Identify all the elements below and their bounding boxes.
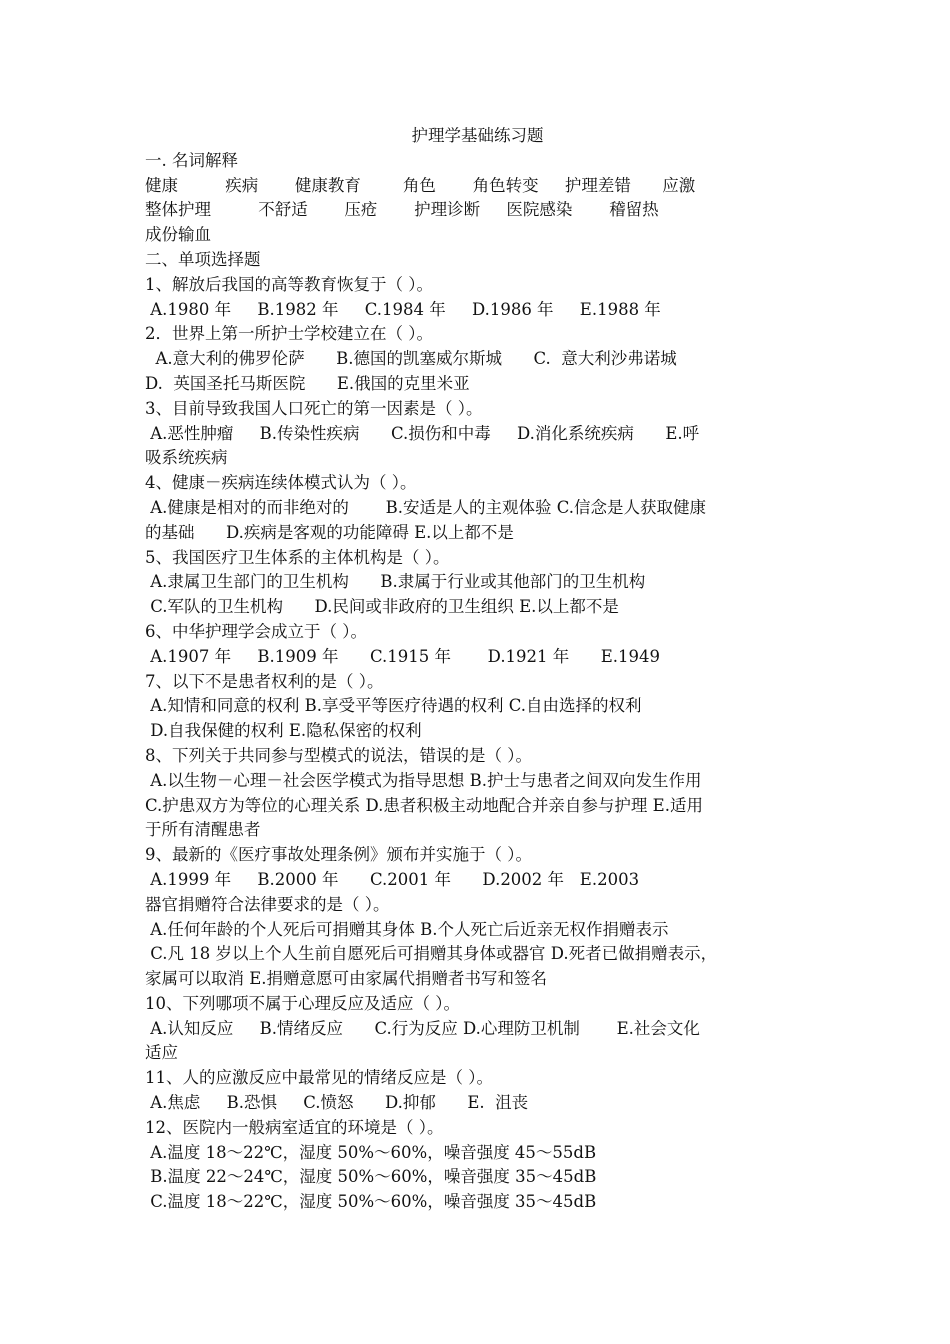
text-line: 4、健康－疾病连续体模式认为（ ）。 xyxy=(145,473,417,493)
text-line: 10、下列哪项不属于心理反应及适应（ ）。 xyxy=(145,993,460,1013)
text-line: C.温度 18～22℃，湿度 50%～60%，噪音强度 35～45dB xyxy=(145,1192,597,1212)
text-line: A.意大利的佛罗伦萨 B.德国的凯塞威尔斯城 C. 意大利沙弗诺城 xyxy=(145,349,677,369)
text-line: 适应 xyxy=(145,1043,178,1063)
text-line: 11、人的应激反应中最常见的情绪反应是（ ）。 xyxy=(145,1068,493,1088)
text-line: 3、目前导致我国人口死亡的第一因素是（ ）。 xyxy=(145,398,483,418)
text-line: 12、医院内一般病室适宜的环境是（ ）。 xyxy=(145,1117,444,1137)
text-line: 8、下列关于共同参与型模式的说法，错误的是（ ）。 xyxy=(145,745,532,765)
text-line: 2．世界上第一所护士学校建立在（ ）。 xyxy=(145,324,433,344)
document-page xyxy=(145,124,810,1215)
text-line: 吸系统疾病 xyxy=(145,448,228,468)
text-line: A.任何年龄的个人死后可捐赠其身体 B.个人死亡后近亲无权作捐赠表示 xyxy=(145,919,669,939)
text-line: 家属可以取消 E.捐赠意愿可由家属代捐赠者书写和签名 xyxy=(145,969,548,989)
text-line: C.军队的卫生机构 D.民间或非政府的卫生组织 E.以上都不是 xyxy=(145,597,619,617)
text-line: A.1980 年 B.1982 年 C.1984 年 D.1986 年 E.1988 年 xyxy=(145,299,661,319)
text-line: C.护患双方为等位的心理关系 D.患者积极主动地配合并亲自参与护理 E.适用 xyxy=(145,795,703,815)
text-line: A.以生物－心理－社会医学模式为指导思想 B.护士与患者之间双向发生作用 xyxy=(145,770,702,790)
text-line: A.知情和同意的权利 B.享受平等医疗待遇的权利 C.自由选择的权利 xyxy=(145,696,642,716)
text-line: 的基础 D.疾病是客观的功能障碍 E.以上都不是 xyxy=(145,522,514,542)
text-line: C.凡 18 岁以上个人生前自愿死后可捐赠其身体或器官 D.死者已做捐赠表示， xyxy=(145,944,718,964)
text-line: A.1907 年 B.1909 年 C.1915 年 D.1921 年 E.1949 xyxy=(145,646,661,666)
text-line: A.1999 年 B.2000 年 C.2001 年 D.2002 年 E.2003 xyxy=(145,869,640,889)
text-line: 器官捐赠符合法律要求的是（ ）。 xyxy=(145,894,390,914)
text-line: A.恶性肿瘤 B.传染性疾病 C.损伤和中毒 D.消化系统疾病 E.呼 xyxy=(145,423,700,443)
document-body xyxy=(145,149,810,1215)
text-line: A.健康是相对的而非绝对的 B.安适是人的主观体验 C.信念是人获取健康 xyxy=(145,497,707,517)
text-line: A.认知反应 B.情绪反应 C.行为反应 D.心理防卫机制 E.社会文化 xyxy=(145,1018,700,1038)
text-line: 9、最新的《医疗事故处理条例》颁布并实施于（ ）。 xyxy=(145,845,532,865)
text-line: 成份输血 xyxy=(145,225,211,245)
text-line: A.隶属卫生部门的卫生机构 B.隶属于行业或其他部门的卫生机构 xyxy=(145,572,646,592)
text-line: 整体护理 不舒适 压疮 护理诊断 医院感染 稽留热 xyxy=(145,200,659,220)
text-line: D. 英国圣托马斯医院 E.俄国的克里米亚 xyxy=(145,373,470,393)
text-line: 二、单项选择题 xyxy=(145,249,261,269)
text-line: 5、我国医疗卫生体系的主体机构是（ ）。 xyxy=(145,547,450,567)
text-line: B.温度 22～24℃，湿度 50%～60%，噪音强度 35～45dB xyxy=(145,1167,597,1187)
text-line: A.焦虑 B.恐惧 C.愤怒 D.抑郁 E. 沮丧 xyxy=(145,1093,529,1113)
text-line: 一. 名词解释 xyxy=(145,150,238,170)
text-line: 7、以下不是患者权利的是（ ）。 xyxy=(145,671,384,691)
text-line: 于所有清醒患者 xyxy=(145,820,261,840)
text-line: 1、解放后我国的高等教育恢复于（ ）。 xyxy=(145,274,433,294)
text-line: 6、中华护理学会成立于（ ）。 xyxy=(145,621,367,641)
text-line: A.温度 18～22℃，湿度 50%～60%，噪音强度 45～55dB xyxy=(145,1142,597,1162)
text-line: D.自我保健的权利 E.隐私保密的权利 xyxy=(145,721,422,741)
document-title: 护理学基础练习题 xyxy=(411,126,544,145)
text-line: 健康 疾病 健康教育 角色 角色转变 护理差错 应激 xyxy=(145,175,696,195)
